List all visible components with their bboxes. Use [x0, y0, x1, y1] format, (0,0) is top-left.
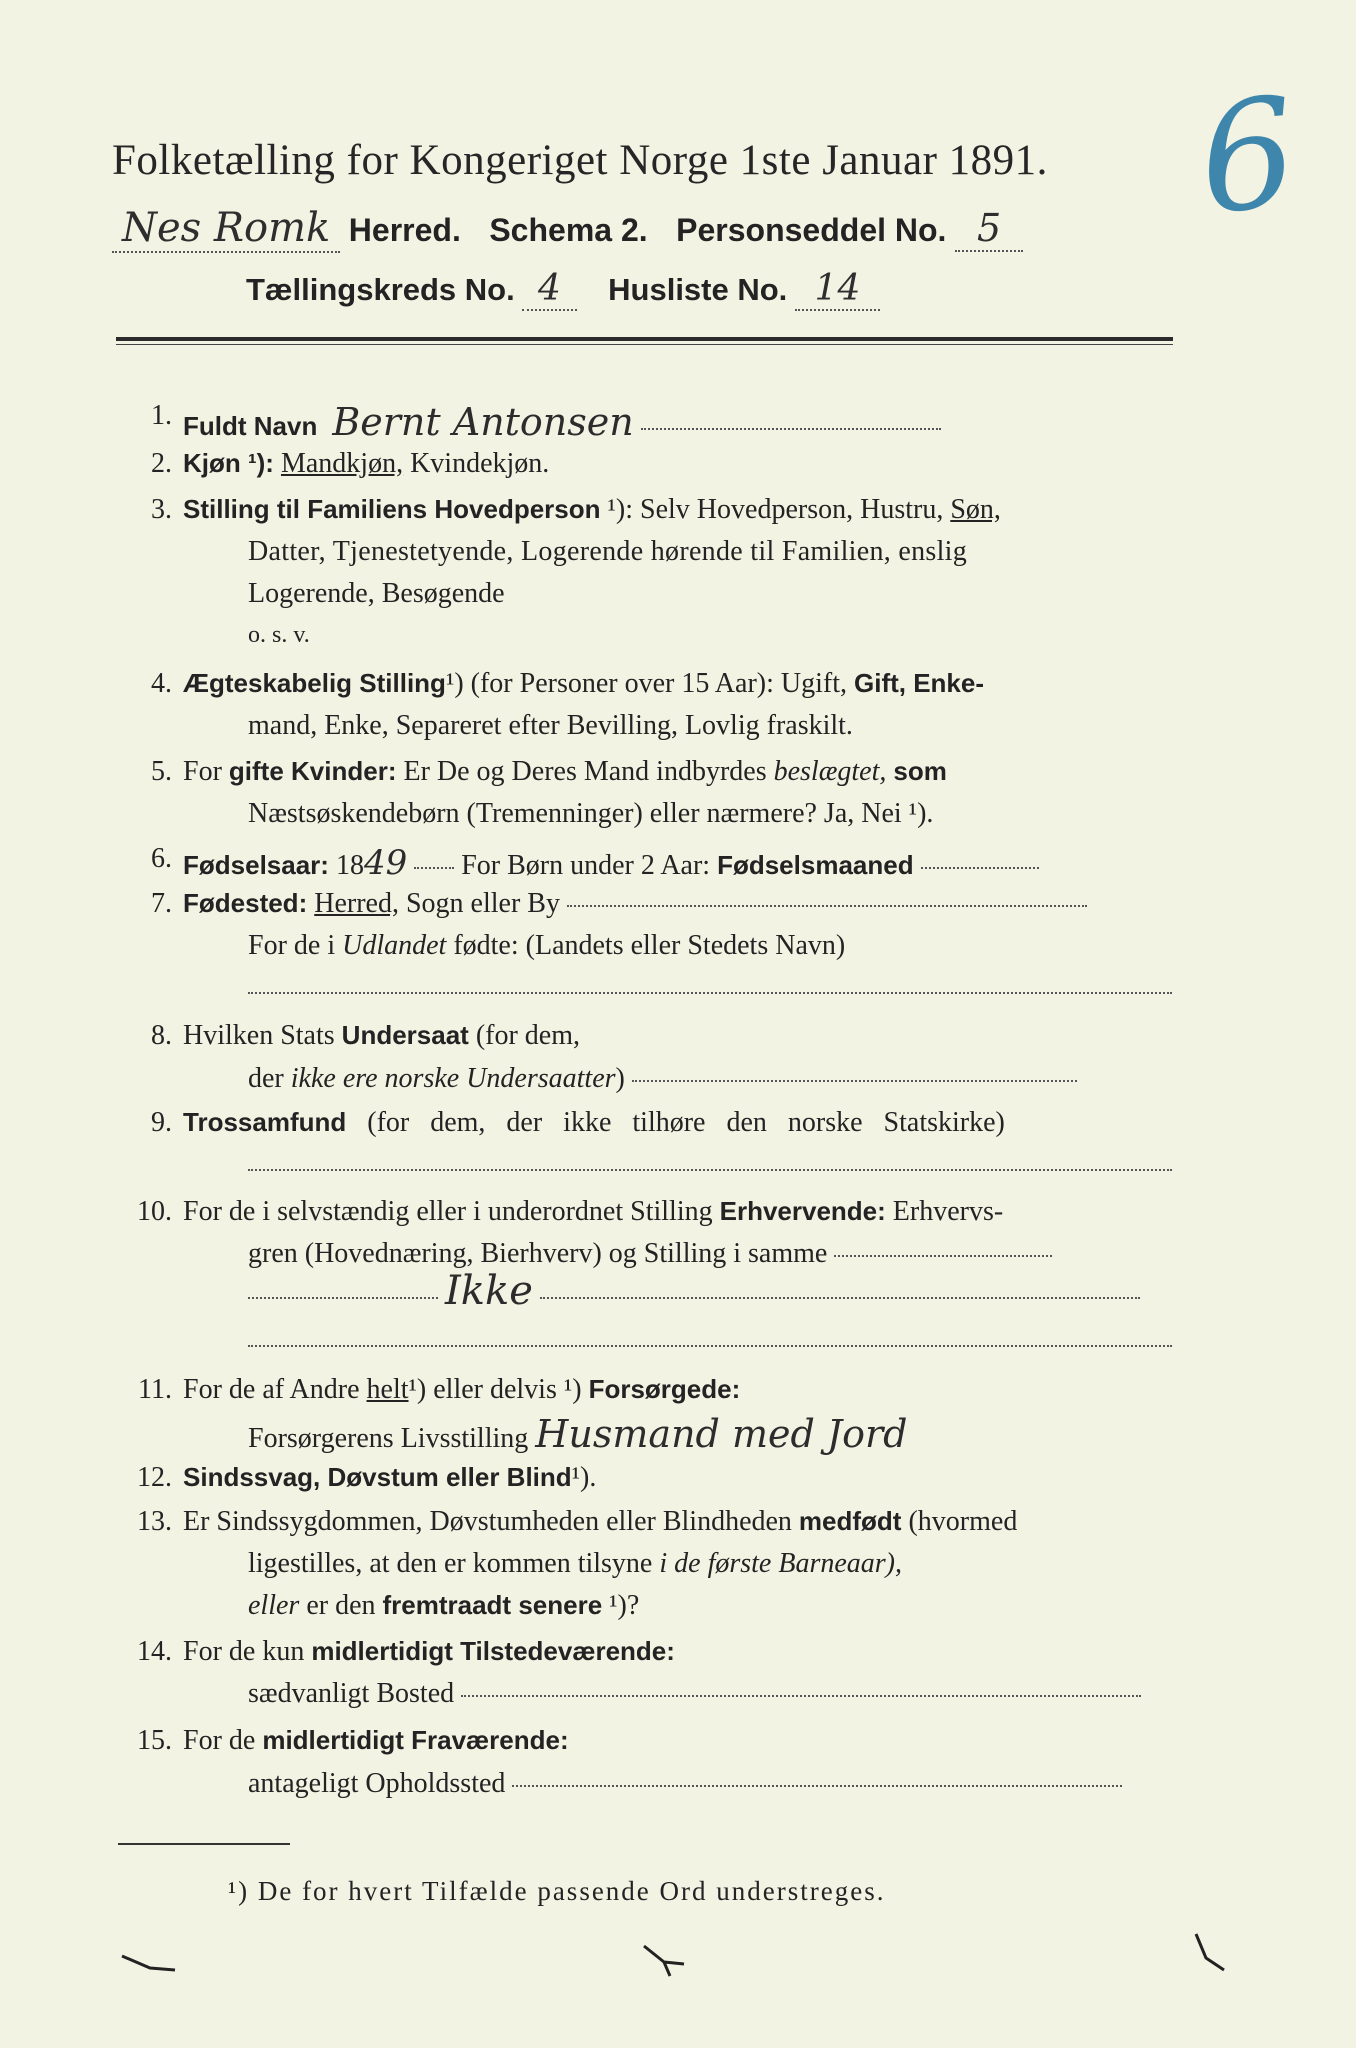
- q11-line2: [248, 1412, 907, 1456]
- q4-line2: mand, Enke, Separeret efter Bevilling, Lovlig fraskilt.: [248, 710, 853, 741]
- q5-text: [183, 756, 947, 788]
- herred-label: Herred.: [348, 212, 461, 248]
- q8-text: [183, 1020, 580, 1052]
- q1-label: Fuldt Navn: [183, 411, 318, 441]
- q13-line3: [248, 1590, 639, 1622]
- q6-mid: For Børn under 2 Aar:: [461, 850, 711, 881]
- q10-dotline-c: [248, 1345, 1172, 1347]
- q6-number: 6.: [151, 843, 172, 874]
- husliste-value: 14: [795, 268, 881, 311]
- q6-answer: 49: [363, 843, 408, 883]
- q3-line1: Selv Hovedperson, Hustru,: [640, 494, 944, 525]
- schema-label: Schema 2.: [489, 212, 648, 248]
- q11-selected: helt: [366, 1374, 409, 1405]
- q15-text: [183, 1725, 569, 1757]
- q7-line2a: For de i: [248, 930, 336, 961]
- ink-mark-left: [120, 1950, 180, 1980]
- q11-mid: ¹) eller delvis ¹): [408, 1374, 582, 1405]
- q12-text: [183, 1462, 596, 1494]
- q15-pre: For de: [183, 1725, 256, 1756]
- q10-line2-text: gren (Hovednæring, Bierhverv) og Stilling i samme: [248, 1238, 828, 1269]
- q6-prefix: 18: [335, 850, 364, 881]
- q5-italic: beslægtet,: [773, 756, 887, 787]
- q8-line2: der ikke ere norske Undersaatter): [248, 1063, 1077, 1095]
- q1-text: [183, 400, 941, 444]
- q9-number: 9.: [151, 1107, 172, 1138]
- q7-selected: Herred,: [314, 888, 399, 919]
- q3-selected: Søn,: [950, 494, 1001, 525]
- kreds-label: Tællingskreds No.: [246, 272, 515, 307]
- q9-label: Trossamfund: [183, 1107, 347, 1137]
- q6-dotline-a: [414, 867, 454, 869]
- q3-sup: ¹):: [600, 494, 634, 525]
- personseddel-value: 5: [955, 206, 1023, 252]
- q8-line2i: ikke ere norske Undersaatter: [290, 1063, 616, 1094]
- q13-label: medfødt: [798, 1506, 902, 1536]
- q7-dotline-2: [248, 992, 1172, 994]
- q9-dotline: [248, 1169, 1172, 1171]
- q4-bold: Gift, Enke-: [854, 668, 985, 698]
- q10-dotline-b: [540, 1297, 1140, 1299]
- q14-label: midlertidigt Tilstedeværende:: [311, 1636, 675, 1666]
- q1-dotline: [641, 428, 941, 430]
- q8-label: Undersaat: [341, 1020, 469, 1050]
- q5-pre: For: [183, 756, 222, 787]
- q13-text: [183, 1506, 1017, 1538]
- header-rule: [116, 337, 1173, 341]
- q14-number: 14.: [137, 1636, 172, 1667]
- q7-line2b: fødte: (Landets eller Stedets Navn): [453, 930, 846, 961]
- q7-label: Fødested:: [183, 888, 308, 918]
- q14-pre: For de kun: [183, 1636, 305, 1667]
- q11-line2-text: Forsørgerens Livsstilling: [248, 1423, 529, 1454]
- q15-dotline: [512, 1785, 1122, 1787]
- q12-sup: ¹).: [571, 1462, 597, 1493]
- herred-line: [112, 205, 1023, 251]
- q13-line1: Er Sindssygdommen, Døvstumheden eller Blindheden: [183, 1506, 792, 1537]
- q9-text: [183, 1107, 1005, 1139]
- q10-answer-line: [248, 1268, 1140, 1314]
- ink-mark-center: [640, 1940, 690, 1980]
- q3-line2: Datter, Tjenestetyende, Logerende hørende til Familien, enslig: [248, 536, 968, 567]
- q14-line2: [248, 1678, 1141, 1710]
- q10-dotline-a: [248, 1297, 438, 1299]
- q6-label2: Fødselsmaaned: [717, 850, 914, 880]
- q13-label3: fremtraadt senere: [382, 1590, 603, 1620]
- q5-post: som: [893, 756, 947, 786]
- q13-line2i: i de første Barneaar),: [659, 1548, 902, 1579]
- q13-line3i: eller: [248, 1590, 300, 1621]
- q6-dotline-b: [921, 867, 1039, 869]
- q13-post: (hvormed: [908, 1506, 1018, 1537]
- q12-number: 12.: [137, 1462, 172, 1493]
- kreds-value: 4: [522, 268, 577, 311]
- q14-line2-text: sædvanligt Bosted: [248, 1678, 455, 1709]
- q10-dotline: [834, 1255, 1052, 1257]
- q6-text: [183, 843, 1039, 883]
- q9-line2: [248, 1152, 1172, 1184]
- ink-mark-right: [1190, 1930, 1230, 1975]
- q15-label: midlertidigt Fraværende:: [262, 1725, 569, 1755]
- q2-number: 2.: [151, 448, 172, 479]
- q2-option-female: Kvindekjøn.: [410, 448, 550, 479]
- q2-option-male: Mandkjøn,: [280, 448, 404, 479]
- q14-text: [183, 1636, 675, 1668]
- q10-line2: [248, 1238, 1052, 1270]
- q10-answer: Ikke: [445, 1268, 533, 1314]
- q13-number: 13.: [137, 1506, 172, 1537]
- q8-dotline: [632, 1080, 1077, 1082]
- q15-number: 15.: [137, 1725, 172, 1756]
- q3-line3: Logerende, Besøgende: [248, 578, 505, 609]
- kreds-line: [246, 268, 880, 309]
- q10-text: [183, 1196, 1003, 1228]
- q13-line3a: er den: [306, 1590, 376, 1621]
- q10-line1: For de i selvstændig eller i underordnet Stilling: [183, 1196, 713, 1227]
- q8-line2a: der: [248, 1063, 284, 1094]
- q8-pre: Hvilken Stats: [183, 1020, 335, 1051]
- q7-dotline: [567, 905, 1087, 907]
- q5-line2: Næstsøskendebørn (Tremenninger) eller nærmere? Ja, Nei ¹).: [248, 798, 934, 829]
- q7-text: [183, 888, 1087, 920]
- q7-rest: Sogn eller By: [405, 888, 560, 919]
- q11-answer: Husmand med Jord: [535, 1412, 908, 1456]
- q10-post: Erhvervs-: [892, 1196, 1004, 1227]
- q2-label: Kjøn ¹):: [183, 448, 274, 478]
- personseddel-label: Personseddel No.: [676, 212, 947, 248]
- q3-number: 3.: [151, 494, 172, 525]
- q11-label: Forsørgede:: [588, 1374, 741, 1404]
- q11-text: [183, 1374, 740, 1406]
- q7-line2i: Udlandet: [342, 930, 447, 961]
- q13-line2: [248, 1548, 902, 1580]
- q10-number: 10.: [137, 1196, 172, 1227]
- q11-number: 11.: [138, 1374, 172, 1405]
- q8-post: (for dem,: [475, 1020, 581, 1051]
- q4-label: Ægteskabelig Stilling: [183, 668, 446, 698]
- footnote: ¹) De for hvert Tilfælde passende Ord understreges.: [228, 1876, 886, 1906]
- q3-text: [183, 494, 1001, 526]
- q1-answer: Bernt Antonsen: [332, 400, 634, 444]
- q7-line3: [248, 975, 1172, 1007]
- husliste-label: Husliste No.: [608, 272, 788, 307]
- q10-label: Erhvervende:: [719, 1196, 886, 1226]
- q7-number: 7.: [151, 888, 172, 919]
- q4-line1: ¹) (for Personer over 15 Aar): Ugift,: [445, 668, 847, 699]
- q5-number: 5.: [151, 756, 172, 787]
- form-title: Folketælling for Kongeriget Norge 1ste Januar 1891.: [112, 137, 1048, 184]
- q12-label: Sindssvag, Døvstum eller Blind: [183, 1462, 572, 1492]
- header-rule-thin: [116, 344, 1173, 345]
- q3-label: Stilling til Familiens Hovedperson: [183, 494, 601, 524]
- q5-label: gifte Kvinder:: [228, 756, 397, 786]
- q15-line2-text: antageligt Opholdssted: [248, 1768, 506, 1799]
- q11-pre: For de af Andre: [183, 1374, 360, 1405]
- q2-text: [183, 448, 549, 480]
- q8-number: 8.: [151, 1020, 172, 1051]
- herred-value: Nes Romk: [112, 205, 340, 253]
- q6-label: Fødselsaar:: [183, 850, 329, 880]
- q13-line3b: ¹)?: [609, 1590, 640, 1621]
- q13-line2a: ligestilles, at den er kommen tilsyne: [248, 1548, 653, 1579]
- q9-rest: (for dem, der ikke tilhøre den norske Statskirke): [367, 1107, 1005, 1138]
- q4-text: [183, 668, 984, 700]
- q10-line4: [248, 1328, 1172, 1360]
- q15-line2: [248, 1768, 1122, 1800]
- q4-number: 4.: [151, 668, 172, 699]
- q1-number: 1.: [151, 400, 172, 431]
- q7-line2: [248, 930, 845, 962]
- footnote-rule: [118, 1843, 290, 1845]
- page-number-mark: 6: [1191, 65, 1305, 249]
- q5-line1: Er De og Deres Mand indbyrdes: [403, 756, 767, 787]
- q14-dotline: [461, 1695, 1141, 1697]
- q3-line4: o. s. v.: [248, 622, 310, 648]
